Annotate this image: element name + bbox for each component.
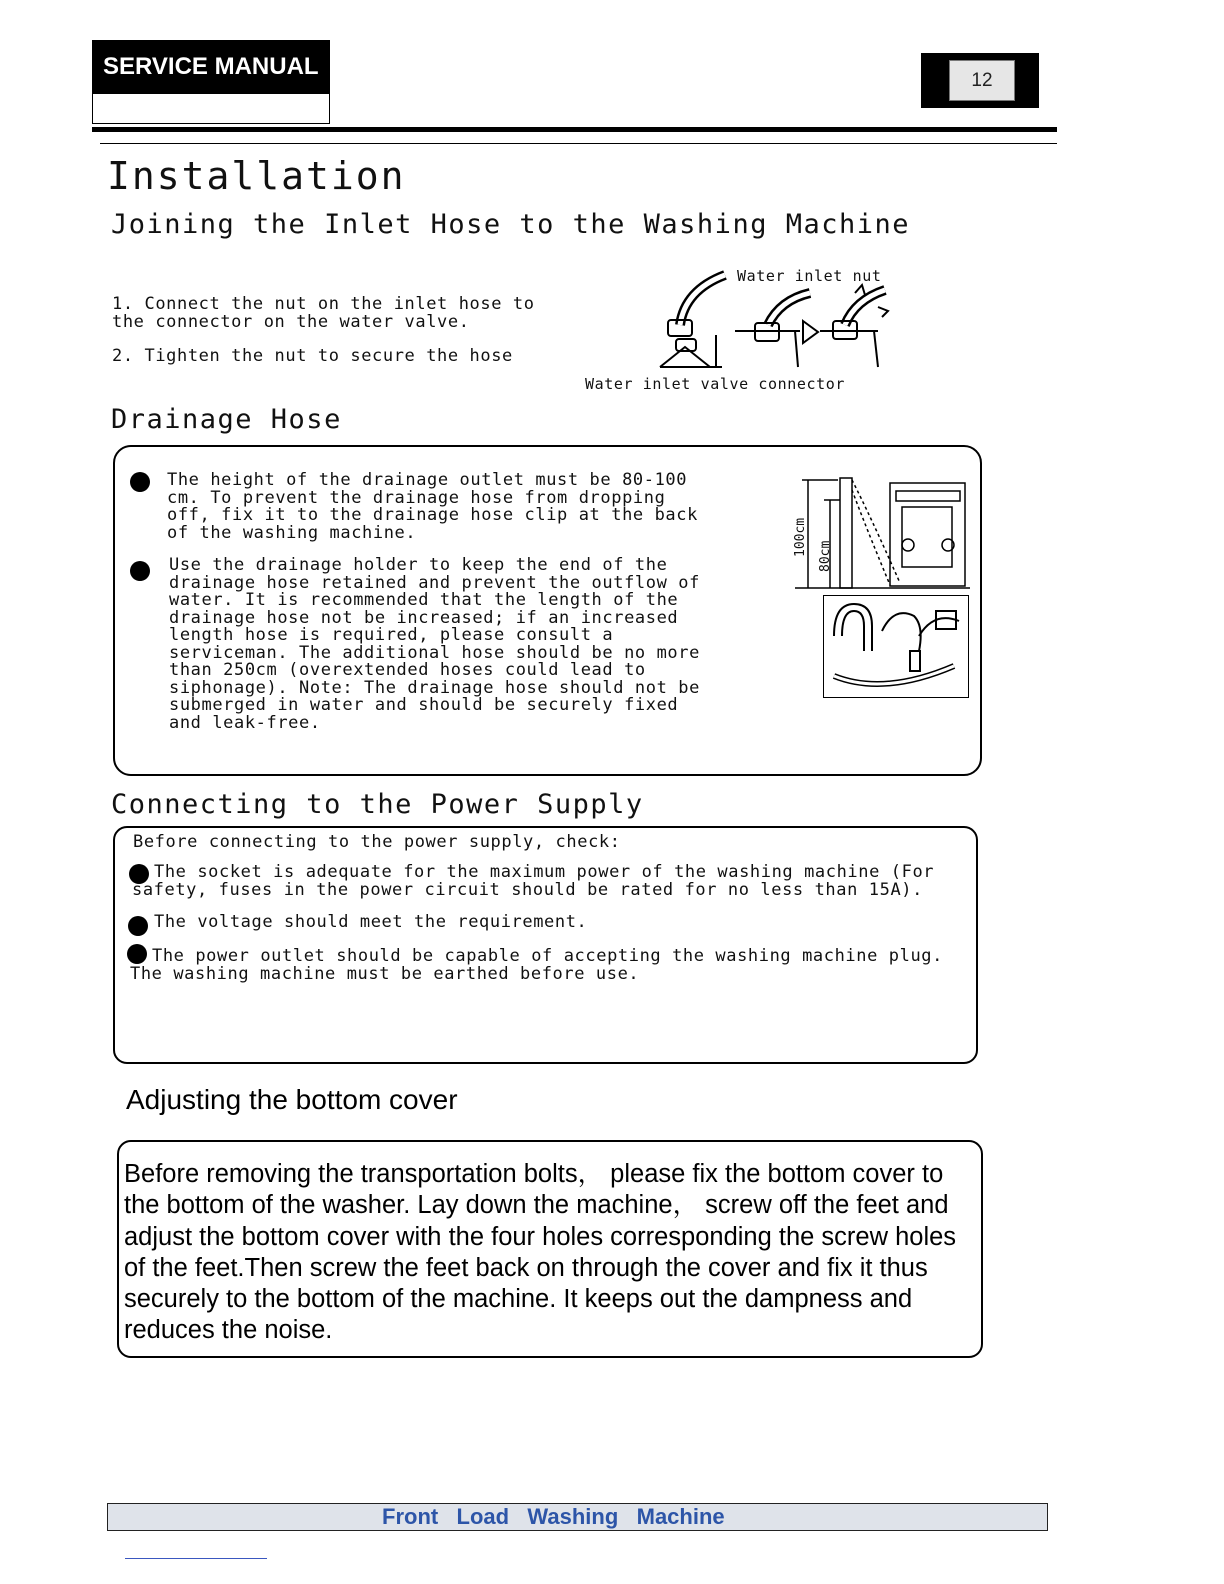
bottom-cover-title: Adjusting the bottom cover bbox=[126, 1084, 458, 1115]
footer-title: Front Load Washing Machine bbox=[382, 1504, 725, 1529]
bottom-cover-text: Before removing the transportation bolts， please fix the bottom cover to the bottom of the washer. Lay down the machine， screw off the feet and adjust the bottom cover with the four holes corresponding the screw holes of the feet.Then screw the feet back on through the cover and fix it thus securely to the bottom of the machine. It keeps out the dampness and reduces the noise. bbox=[124, 1160, 957, 1345]
header-rule-thin bbox=[100, 143, 1057, 144]
footer-underline bbox=[125, 1558, 267, 1559]
drainage-section-title: Drainage Hose bbox=[111, 404, 342, 435]
page-number: 12 bbox=[949, 60, 1015, 101]
bullet-icon bbox=[130, 561, 150, 581]
bullet-icon bbox=[130, 472, 150, 492]
inlet-step-1: 1. Connect the nut on the inlet hose to the connector on the water valve. bbox=[112, 294, 535, 332]
inlet-step-2: 2. Tighten the nut to secure the hose bbox=[112, 346, 513, 366]
bullet-icon bbox=[128, 916, 148, 936]
power-text-1: The socket is adequate for the maximum power of the washing machine (For safety, fuses in the power circuit should be rated for no less than 15A). bbox=[132, 862, 935, 900]
water-inlet-nut-label: Water inlet nut bbox=[737, 267, 882, 285]
power-text-2: The voltage should meet the requirement. bbox=[154, 912, 588, 932]
inlet-section-title: Joining the Inlet Hose to the Washing Machine bbox=[111, 209, 910, 240]
water-inlet-valve-label: Water inlet valve connector bbox=[585, 375, 846, 393]
power-section-title: Connecting to the Power Supply bbox=[111, 789, 644, 820]
service-manual-badge bbox=[92, 40, 330, 94]
dimension-100cm: 100cm bbox=[793, 517, 808, 557]
inlet-hose-illustration bbox=[650, 265, 900, 375]
service-manual-label: SERVICE MANUAL bbox=[103, 53, 319, 80]
power-intro: Before connecting to the power supply, check: bbox=[133, 832, 621, 852]
page-title: Installation bbox=[107, 154, 406, 198]
drain-holder-illustration bbox=[823, 595, 969, 698]
header-subbox bbox=[92, 94, 330, 124]
dimension-80cm: 80cm bbox=[818, 540, 833, 572]
header-rule-thick bbox=[92, 127, 1057, 132]
drainage-text-2: Use the drainage holder to keep the end of the drainage hose retained and prevent the outflow of water. It is recommended that the length of the drainage hose not be increased; if an increased length hose is required, please consult a serviceman. The additional hose should be no more than 250cm (overextended hoses could lead to siphonage). Note: The drainage hose should not be submerged in water and should be securely fixed and leak-free. bbox=[169, 555, 700, 733]
power-text-3: The power outlet should be capable of accepting the washing machine plug. The washing machine must be earthed before use. bbox=[130, 946, 943, 984]
drainage-text-1: The height of the drainage outlet must be 80-100 cm. To prevent the drainage hose from dropping off, fix it to the drainage hose clip at the back of the washing machine. bbox=[167, 470, 698, 543]
